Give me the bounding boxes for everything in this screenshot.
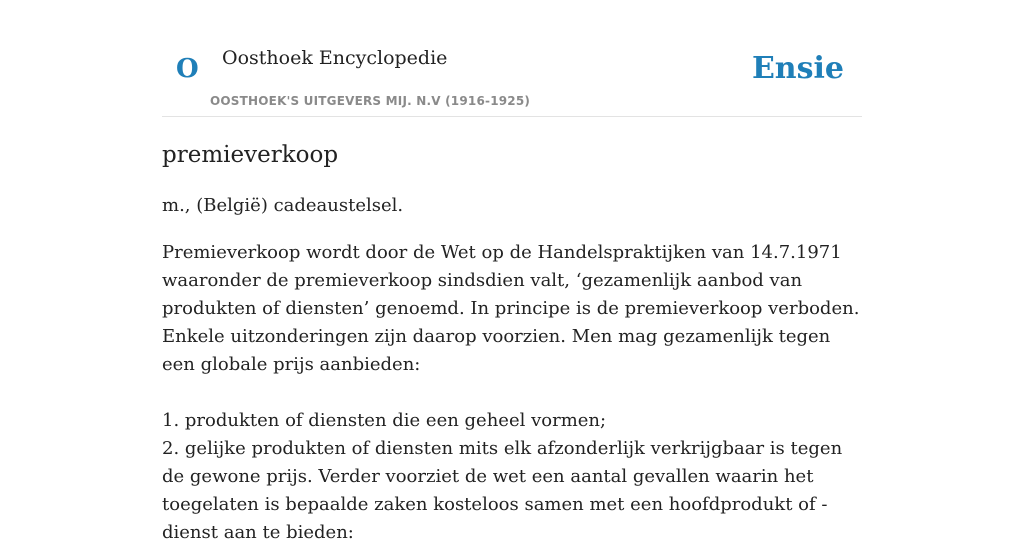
page [162,0,862,543]
logo-icon[interactable]: O [176,54,199,84]
publication-title[interactable]: Oosthoek Encyclopedie [222,47,448,69]
header [162,0,862,117]
paragraph-spacer [162,379,862,407]
list-item: 2. gelijke produkten of diensten mits elk afzonderlijk verkrijgbaar is tegen de gewone prijs. Verder voorziet de wet een aantal gevallen waarin het toegelaten is bepaalde zaken kosteloos samen met een hoofdprodukt of -dienst aan te bieden: [162,438,843,543]
entry-title: premieverkoop [162,142,339,168]
entry-short-definition: m., (België) cadeaustelsel. [162,195,404,216]
entry-paragraph: Premieverkoop wordt door de Wet op de Handelspraktijken van 14.7.1971 waaronder de premieverkoop sindsdien valt, ‘gezamenlijk aanbod van produkten of diensten’ genoemd. In principe is de premieverkoop verboden. Enkele uitzonderingen zijn daarop voorzien. Men mag gezamenlijk tegen een globale prijs aanbieden: [162,242,860,375]
publisher-line: OOSTHOEK'S UITGEVERS MIJ. N.V (1916-1925) [210,94,531,108]
list-item: 1. produkten of diensten die een geheel vormen; [162,410,607,431]
brand-logo-link[interactable]: Ensie [751,51,844,86]
entry-body [162,239,862,547]
